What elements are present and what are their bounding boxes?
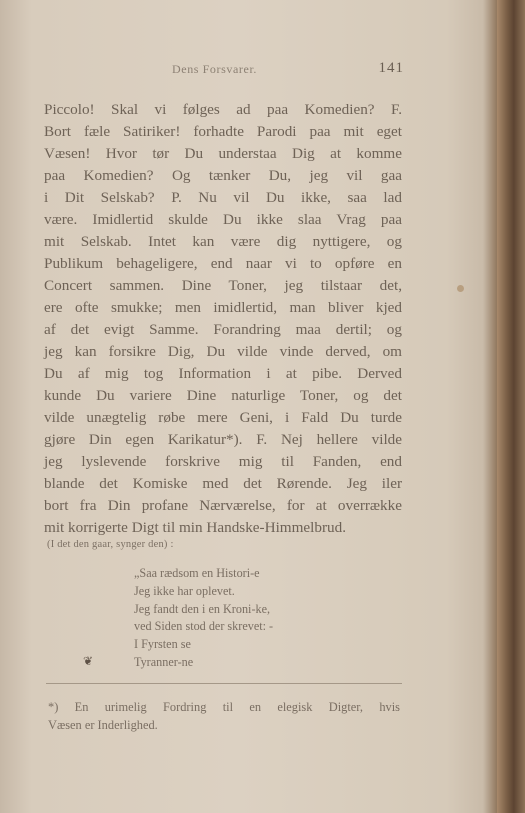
footnote-rule <box>46 683 402 684</box>
verse-line: ved Siden stod der skrevet: - <box>134 619 274 634</box>
body-line: Du af mig tog Information i at pibe. Derved <box>44 365 402 382</box>
body-line: vilde unægtelig røbe mere Geni, i Fald Du turde <box>44 409 402 426</box>
body-line: af det evigt Samme. Forandring maa dertil; og <box>44 321 402 338</box>
body-line: Concert sammen. Dine Toner, jeg tilstaar det, <box>44 277 402 294</box>
body-line: ere ofte smukke; men imidlertid, man bliver kjed <box>44 299 402 316</box>
body-line: gjøre Din egen Karikatur*). F. Nej hellere vilde <box>44 431 402 448</box>
verse-block <box>134 565 273 672</box>
body-line: mit Selskab. Intet kan være dig nyttigere, og <box>44 233 402 250</box>
body-line: jeg kan forsikre Dig, Du vilde vinde derved, om <box>44 343 402 360</box>
running-head-title: Dens Forsvarer. <box>172 62 257 76</box>
body-line: bort fra Din profane Nærværelse, for at overrække <box>44 497 402 514</box>
body-line: kunde Du variere Dine naturlige Toner, og det <box>44 387 402 404</box>
footnote <box>48 698 400 734</box>
page-edge <box>497 0 525 813</box>
body-line: jeg lyslevende forskrive mig til Fanden, end <box>44 453 402 470</box>
ink-mark-icon: ❦ <box>83 654 94 668</box>
stage-direction: (I det den gaar, synger den) : <box>47 539 174 550</box>
body-line: Piccolo! Skal vi følges ad paa Komedien? F. <box>44 101 402 118</box>
running-head <box>44 62 404 82</box>
footnote-line: *) En urimelig Fordring til en elegisk Digter, hvis <box>48 700 400 714</box>
body-line: Bort fæle Satiriker! forhadte Parodi paa mit eget <box>44 123 402 140</box>
paper-stain <box>457 285 464 292</box>
body-line: paa Komedien? Og tænker Du, jeg vil gaa <box>44 167 402 184</box>
body-line: Publikum behageligere, end naar vi to opføre en <box>44 255 402 272</box>
body-line: mit korrigerte Digt til min Handske-Himmelbrud. <box>44 519 347 536</box>
body-line: blande det Komiske med det Rørende. Jeg iler <box>44 475 402 492</box>
verse-line: Jeg ikke har oplevet. <box>134 583 235 598</box>
body-text <box>44 99 402 539</box>
verse-line: I Fyrsten se <box>134 637 191 652</box>
verse-line: „Saa rædsom en Histori-e <box>134 566 260 580</box>
verse-line: Tyranner-ne <box>134 654 194 669</box>
page-number: 141 <box>378 60 404 76</box>
verse-line: Jeg fandt den i en Kroni-ke, <box>134 601 271 616</box>
footnote-line: Væsen er Inderlighed. <box>48 718 158 732</box>
body-line: Væsen! Hvor tør Du understaa Dig at komme <box>44 145 402 162</box>
body-line: være. Imidlertid skulde Du ikke slaa Vrag paa <box>44 211 402 228</box>
body-line: i Dit Selskab? P. Nu vil Du ikke, saa lad <box>44 189 402 206</box>
